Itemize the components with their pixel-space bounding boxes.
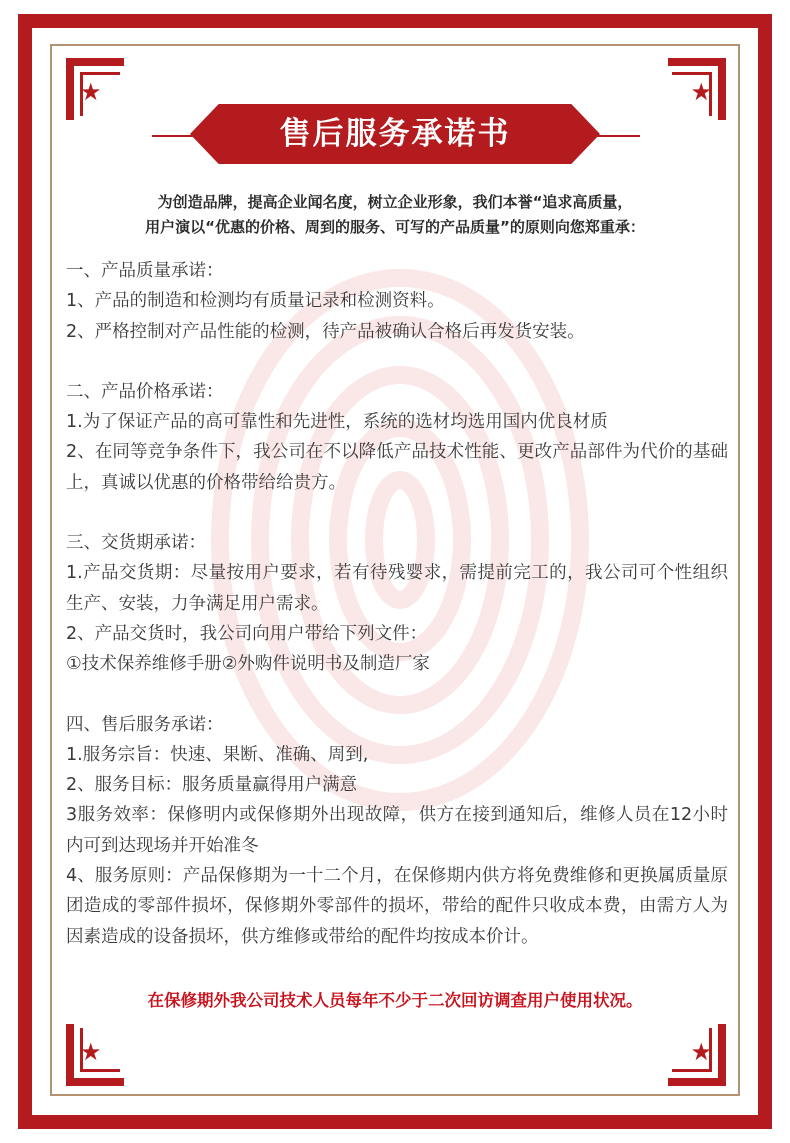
star-icon: ★ bbox=[80, 78, 102, 106]
section-price bbox=[66, 377, 728, 498]
section-line: 2、在同等竞争条件下，我公司在不以降低产品技术性能、更改产品部件为代价的基础上，真诚以优惠的价格带给给贵方。 bbox=[66, 442, 728, 493]
section-heading: 四、售后服务承诺： bbox=[66, 714, 224, 735]
page-title: 售后服务承诺书 bbox=[279, 116, 511, 152]
section-line: ①技术保养维修手册②外购件说明书及制造厂家 bbox=[66, 654, 430, 675]
section-line: 2、产品交货时，我公司向用户带给下列文件： bbox=[66, 623, 428, 644]
intro-line: 用户演以“优惠的价格、周到的服务、可写的产品质量”的原则向您郑重承： bbox=[145, 218, 645, 236]
commitment-body bbox=[66, 256, 728, 952]
section-line: 1.为了保证产品的高可靠性和先进性，系统的选材均选用国内优良材质 bbox=[66, 412, 608, 433]
section-delivery bbox=[66, 528, 728, 679]
corner-ornament-top-right bbox=[668, 58, 726, 120]
corner-ornament-bottom-left bbox=[66, 1024, 124, 1086]
star-icon: ★ bbox=[690, 78, 712, 106]
section-line: 2、服务目标：服务质量赢得用户满意 bbox=[66, 775, 358, 796]
section-line: 1、产品的制造和检测均有质量记录和检测资料。 bbox=[66, 291, 445, 312]
section-line: 3服务效率：保修明内或保修期外出现故障，供方在接到通知后，维修人员在12小时内可到达现场并开始准冬 bbox=[66, 805, 728, 856]
corner-ornament-bottom-right bbox=[668, 1024, 726, 1086]
intro-line: 为创造品牌，提高企业闻名度，树立企业形象，我们本誉“追求高质量， bbox=[157, 193, 633, 211]
section-heading: 二、产品价格承诺： bbox=[66, 381, 224, 402]
section-quality bbox=[66, 256, 728, 347]
section-after-sales bbox=[66, 710, 728, 952]
intro-paragraph bbox=[70, 190, 720, 240]
section-heading: 一、产品质量承诺： bbox=[66, 261, 224, 281]
corner-ornament-top-left bbox=[66, 58, 124, 120]
star-icon: ★ bbox=[80, 1038, 102, 1066]
section-line: 4、服务原则：产品保修期为一十二个月，在保修期内供方将免费维修和更换属质量原团造成的零部件损坏，保修期外零部件的损坏，带给的配件只收成本费，由需方人为因素造成的设备损坏，供方维修或带给的配件均按成本价计。 bbox=[66, 866, 728, 947]
section-line: 1.产品交货期：尽量按用户要求，若有待残婴求，需提前完工的，我公司可个性组织生产、安装，力争满足用户需求。 bbox=[66, 563, 728, 614]
section-line: 1.服务宗旨：快速、果断、准确、周到, bbox=[66, 744, 369, 765]
section-line: 2、严格控制对产品性能的检测，待产品被确认合格后再发货安装。 bbox=[66, 321, 585, 342]
star-icon: ★ bbox=[690, 1038, 712, 1066]
section-heading: 三、交货期承诺： bbox=[66, 533, 206, 554]
closing-statement: 在保修期外我公司技术人员每年不少于二次回访调查用户使用状况。 bbox=[147, 991, 643, 1010]
